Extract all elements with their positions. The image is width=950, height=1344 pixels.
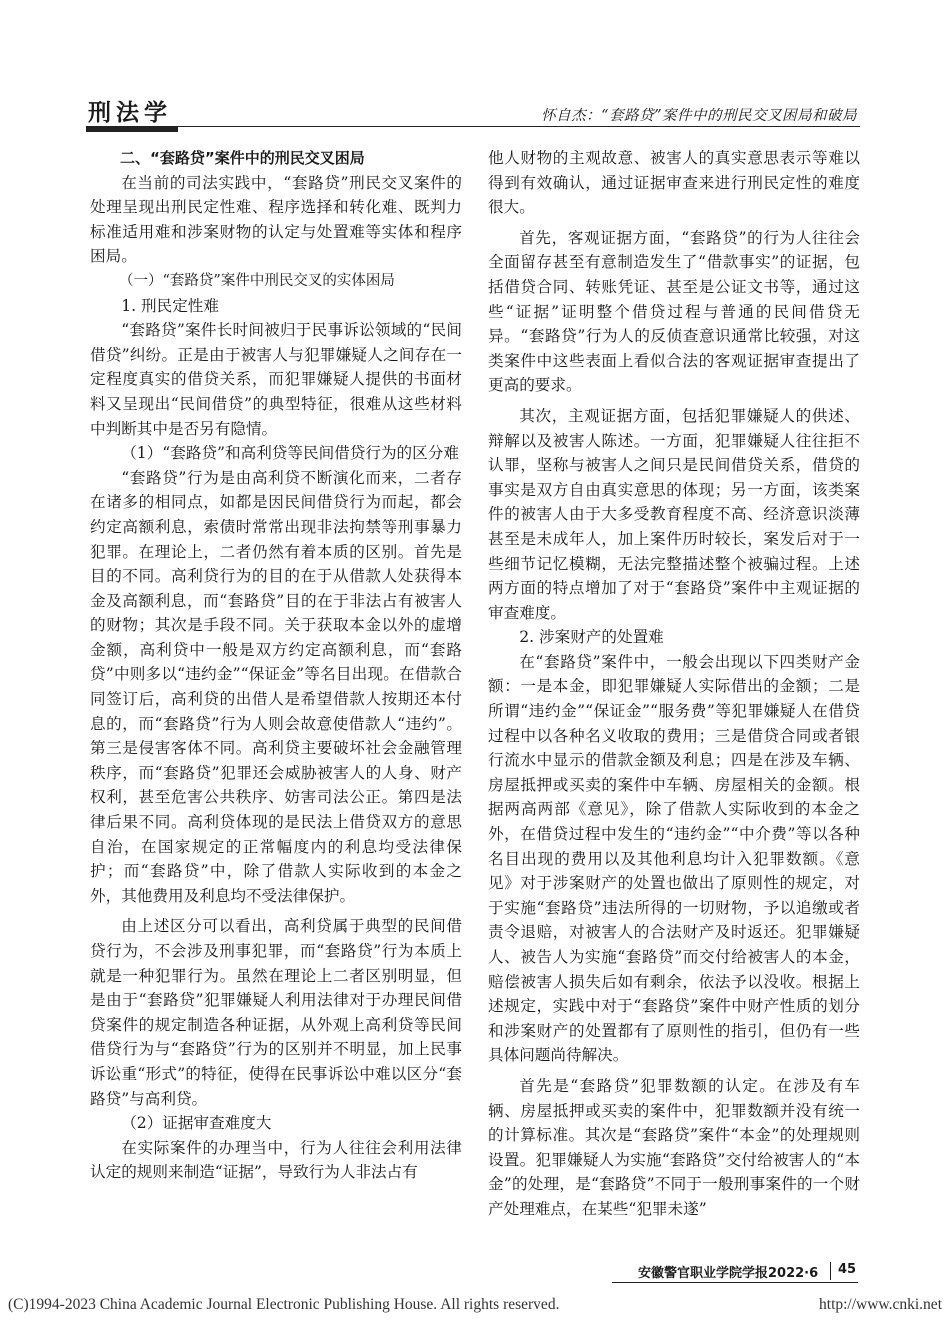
header-rule (86, 126, 860, 127)
paragraph: 他人财物的主观故意、被害人的真实意思表示等难以得到有效确认，通过证据审查来进行刑民定性的难度很大。 (488, 149, 860, 217)
paragraph: （2）证据审查难度大 (121, 1114, 272, 1133)
paragraph: 在“套路贷”案件中，一般会出现以下四类财产金额：一是本金，即犯罪嫌疑人实际借出的金额；二是所谓“违约金”“保证金”“服务费”等犯罪嫌疑人在借贷过程中以各种名义收取的费用；三是借贷合同或者银行流水中显示的借款金额及利息；四是在涉及车辆、房屋抵押或买卖的案件中车辆、房屋相关的金额。根据两高两部《意见》，除了借款人实际收到的本金之外，在借贷过程中发生的“违约金”“中介费”等以各种名目出现的费用以及其他利息均计入犯罪数额。《意见》对于涉案财产的处置也做出了原则性的规定，对于实施“套路贷”违法所得的一切财物，予以追缴或者责令退赔，对被害人的合法财产及时返还。犯罪嫌疑人、被告人为实施“套路贷”而交付给被害人的本金，赔偿被害人损失后如有剩余，依法予以没收。根据上述规定，实践中对于“套路贷”案件中财产性质的划分和涉案财产的处置都有了原则性的指引，但仍有一些具体问题尚待解决。 (488, 652, 860, 1065)
paragraph: 首先，客观证据方面，“套路贷”的行为人往往会全面留存甚至有意制造发生了“借款事实”的证据，包括借贷合同、转账凭证、甚至是公证文书等，通过这些“证据”证明整个借贷过程与普通的民间借贷无异。“套路贷”行为人的反侦查意识通常比较强，对这类案件中这些表面上看似合法的客观证据审查提出了更高的要求。 (488, 228, 860, 395)
copyright-line (8, 1296, 942, 1314)
paragraph: （一）“套路贷”案件中刑民交叉的实体困局 (119, 272, 395, 289)
paragraph: 在当前的司法实践中，“套路贷”刑民交叉案件的处理呈现出刑民定性难、程序选择和转化难、既判力标准适用难和涉案财物的认定与处置难等实体和程序困局。 (90, 173, 462, 266)
header-accent-bar (86, 126, 178, 132)
right-column (488, 146, 860, 1222)
paragraph: 由上述区分可以看出，高利贷属于典型的民间借贷行为，不会涉及刑事犯罪，而“套路贷”行为本质上就是一种犯罪行为。虽然在理论上二者区别明显，但是由于“套路贷”犯罪嫌疑人利用法律对于办理民间借贷案件的规定制造各种证据，从外观上高利贷等民间借贷行为与“套路贷”行为的区别并不明显，加上民事诉讼重“形式”的特征，使得在民事诉讼中难以区分“套路贷”与高利贷。 (90, 917, 462, 1108)
source-url[interactable]: http://www.cnki.net (819, 1296, 942, 1313)
footer-separator (830, 1262, 831, 1280)
paragraph: 二、“套路贷”案件中的刑民交叉困局 (120, 149, 365, 167)
paragraph: 1. 刑民定性难 (121, 296, 219, 315)
journal-name: 安徽警官职业学院学报2022·6 (638, 1266, 819, 1281)
paragraph: “套路贷”案件长时间被归于民事诉讼领域的“民间借贷”纠纷。正是由于被害人与犯罪嫌疑人之间存在一定程度真实的借贷关系，而犯罪嫌疑人提供的书面材料又呈现出“民间借贷”的典型特征，很难从这些材料中判断其中是否另有隐情。 (90, 321, 462, 438)
footer-rule (612, 1282, 858, 1283)
paragraph: 在实际案件的办理当中，行为人往往会利用法律认定的规则来制造“证据”，导致行为人非法占有 (90, 1138, 462, 1182)
paragraph: 2. 涉案财产的处置难 (519, 628, 664, 647)
paragraph: “套路贷”行为是由高利贷不断演化而来，二者存在诸多的相同点，如都是因民间借贷行为而起，都会约定高额利息，索债时常常出现非法拘禁等刑事暴力犯罪。在理论上，二者仍然有着本质的区别。首先是目的不同。高利贷行为的目的在于从借款人处获得本金及高额利息，而“套路贷”目的在于非法占有被害人的财物；其次是手段不同。关于获取本金以外的虚增金额，高利贷中一般是双方约定高额利息，而“套路贷”中则多以“违约金”“保证金”等名目出现。在借款合同签订后，高利贷的出借人是希望借款人按期还本付息的，而“套路贷”行为人则会故意使借款人“违约”。第三是侵害客体不同。高利贷主要破坏社会金融管理秩序，而“套路贷”犯罪还会威胁被害人的人身、财产权利，甚至危害公共秩序、妨害司法公正。第四是法律后果不同。高利贷体现的是民法上借贷双方的意思自治，在国家规定的正常幅度内的利息均受法律保护；而“套路贷”中，除了借款人实际收到的本金之外，其他费用及利息均不受法律保护。 (90, 468, 462, 905)
section-tag: 刑法学 (88, 100, 172, 126)
page-number: 45 (838, 1262, 857, 1277)
left-column (90, 146, 462, 1185)
running-title: 怀自杰：“套路贷”案件中的刑民交叉困局和破局 (541, 108, 857, 124)
paragraph: 其次，主观证据方面，包括犯罪嫌疑人的供述、辩解以及被害人陈述。一方面，犯罪嫌疑人往往拒不认罪，坚称与被害人之间只是民间借贷关系，借贷的事实是双方自由真实意思的体现；另一方面，该类案件的被害人由于大多受教育程度不高、经济意识淡薄甚至是未成年人，加上案件历时较长，案发后对于一些细节记忆模糊，无法完整描述整个被骗过程。上述两方面的特点增加了对于“套路贷”案件中主观证据的审查难度。 (488, 406, 860, 622)
paragraph: 首先是“套路贷”犯罪数额的认定。在涉及有车辆、房屋抵押或买卖的案件中，犯罪数额并没有统一的计算标准。其次是“套路贷”案件“本金”的处理规则设置。犯罪嫌疑人为实施“套路贷”交付给被害人的“本金”的处理，是“套路贷”不同于一般刑事案件的一个财产处理难点，在某些“犯罪未遂” (488, 1076, 860, 1218)
copyright-text: (C)1994-2023 China Academic Journal Electronic Publishing House. All rights reserved. (8, 1296, 560, 1313)
paragraph: （1）“套路贷”和高利贷等民间借贷行为的区分难 (121, 444, 459, 463)
